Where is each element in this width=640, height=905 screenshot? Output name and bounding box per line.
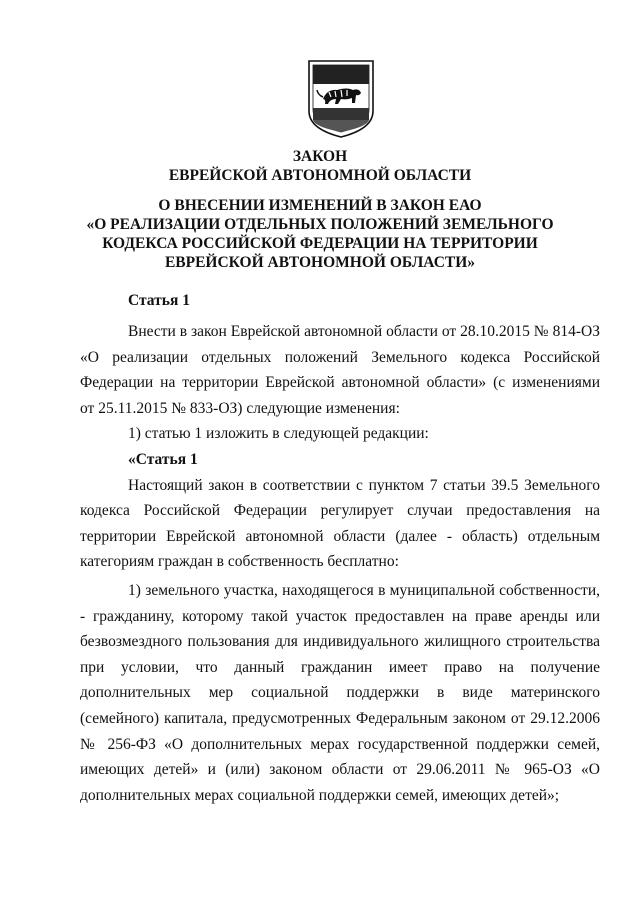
text-line: дополнительных мерах социальной поддержки семей, имеющих детей»; [80,786,560,804]
text-line: дополнительных мер социальной поддержки в виде материнского [80,684,600,702]
text-line: - гражданину, которому такой участок предоставлен на праве аренды или [80,607,600,625]
text-line: «Статья 1 [128,450,198,468]
text-line: «О реализации отдельных положений Земельного кодекса Российской [80,348,600,366]
text-line: кодекса Российской Федерации регулирует случаи предоставления на [80,502,600,520]
coat-of-arms-tiger-icon [307,59,375,139]
text-line: имеющих детей» и (или) законом области от 29.06.2011 № 965-ОЗ «О [80,761,600,779]
text-line: Федерации на территории Еврейской автономной области» (с изменениями [80,374,600,392]
text-line: категориям граждан в собственность бесплатно: [80,553,399,571]
quoted-article-heading [80,447,600,473]
text-line: (семейного) капитала, предусмотренных Федеральным законом от 29.12.2006 [80,709,600,727]
law-title-line1: ЗАКОН [292,148,348,165]
law-subtitle-line: КОДЕКСА РОССИЙСКОЙ ФЕДЕРАЦИИ НА ТЕРРИТОРИИ [102,235,538,252]
law-subtitle-line: ЕВРЕЙСКОЙ АВТОНОМНОЙ ОБЛАСТИ» [164,254,476,271]
text-line: от 25.11.2015 № 833-ОЗ) следующие изменения: [80,399,400,417]
law-body [80,290,600,808]
law-subtitle [0,196,640,272]
law-title-line2: ЕВРЕЙСКОЙ АВТОНОМНОЙ ОБЛАСТИ [168,167,472,184]
law-subtitle-line: О ВНЕСЕНИИ ИЗМЕНЕНИЙ В ЗАКОН ЕАО [158,197,482,214]
law-title [0,147,640,185]
text-line: территории Еврейской автономной области (далее - область) отдельным [80,527,600,545]
text-line: № 256-ФЗ «О дополнительных мерах государственной поддержки семей, [80,735,600,753]
text-line: Внести в закон Еврейской автономной области от 28.10.2015 № 814-ОЗ [128,323,600,340]
text-line: 1) статью 1 изложить в следующей редакции: [128,425,429,443]
text-line: при условии, что данный гражданин имеет право на получение [80,658,600,676]
text-line: 1) земельного участка, находящегося в муниципальной собственности, [128,581,600,599]
article-intro [80,319,600,421]
subitem-1 [80,578,600,808]
law-subtitle-line: «О РЕАЛИЗАЦИИ ОТДЕЛЬНЫХ ПОЛОЖЕНИЙ ЗЕМЕЛЬНОГО [86,216,554,233]
article-heading: Статья 1 [128,292,190,309]
amendment-item [80,421,600,447]
text-line: безвозмездного пользования для индивидуального жилищного строительства [80,633,600,651]
quoted-article-text [80,473,600,575]
text-line: Настоящий закон в соответствии с пунктом 7 статьи 39.5 Земельного [128,476,600,494]
